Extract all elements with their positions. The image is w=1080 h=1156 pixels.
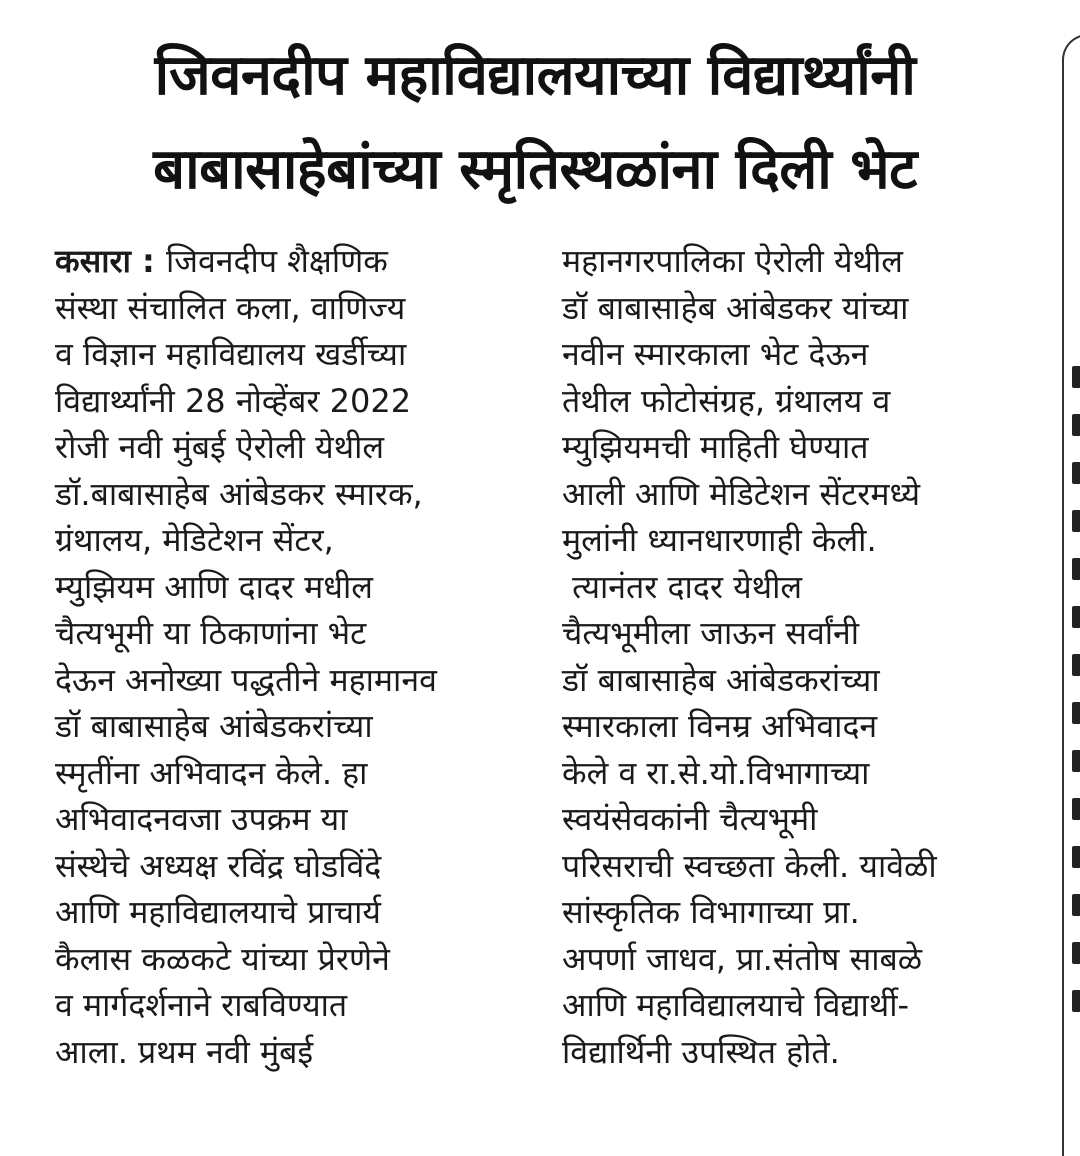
adjacent-article-text-fragment [1072,846,1080,868]
article-line: मुलांनी ध्यानधारणाही केली. [562,521,877,559]
adjacent-article-text-fragment [1072,510,1080,532]
adjacent-article-text-fragment [1072,942,1080,964]
article-line: व मार्गदर्शनाने राबविण्यात [55,986,348,1024]
article-line: स्वयंसेवकांनी चैत्यभूमी [562,800,818,838]
adjacent-article-border [1062,34,1080,1156]
article-line: केले व रा.से.यो.विभागाच्या [562,753,870,792]
headline-line-2: बाबासाहेबांच्या स्मृतिस्थळांना दिली भेट [153,137,917,202]
adjacent-article-text-fragment [1072,654,1080,676]
adjacent-article-text-fragment [1072,798,1080,820]
adjacent-article-text-fragment [1072,990,1080,1012]
article-first-line: जिवनदीप शैक्षणिक [165,242,388,280]
headline-line-1: जिवनदीप महाविद्यालयाच्या विद्यार्थ्यांनी [154,43,916,108]
article-line: कैलास कळकटे यांच्या प्रेरणेने [55,939,390,978]
article-line: विद्यार्थिनी उपस्थित होते. [562,1032,840,1071]
article-line: डॉ बाबासाहेब आंबेडकरांच्या [55,707,373,745]
article-line: चैत्यभूमीला जाऊन सर्वांनी [562,614,860,652]
article-column-right [562,238,1032,1075]
article-line: चैत्यभूमी या ठिकाणांना भेट [55,614,367,652]
article-line: आणि महाविद्यालयाचे प्राचार्य [55,893,381,931]
article-line: ग्रंथालय, मेडिटेशन सेंटर, [55,521,334,559]
adjacent-article-text-fragment [1072,414,1080,436]
adjacent-article-text-fragment [1072,894,1080,916]
article-line: डॉ बाबासाहेब आंबेडकरांच्या [562,660,880,699]
adjacent-article-text-fragment [1072,462,1080,484]
article-line: सांस्कृतिक विभागाच्या प्रा. [562,893,860,931]
article-line: संस्था संचालित कला, वाणिज्य [55,288,406,327]
adjacent-article-text-fragment [1072,606,1080,628]
article-line: महानगरपालिका ऐरोली येथील [562,242,903,280]
article-line [55,238,525,285]
adjacent-article-text-fragment [1072,366,1080,388]
adjacent-article-text-fragment [1072,750,1080,772]
article-column-left [55,238,525,1075]
article-line: आणि महाविद्यालयाचे विद्यार्थी- [562,986,910,1024]
article-line: अपर्णा जाधव, प्रा.संतोष साबळे [562,939,923,978]
article-line: देऊन अनोख्या पद्धतीने महामानव [55,660,437,699]
article-line: डॉ.बाबासाहेब आंबेडकर स्मारक, [55,474,423,513]
article-line: रोजी नवी मुंबई ऐरोली येथील [55,428,385,466]
article-line: डॉ बाबासाहेब आंबेडकर यांच्या [562,288,909,327]
article-line: स्मारकाला विनम्र अभिवादन [562,707,878,745]
dateline: कसारा [55,242,131,280]
adjacent-article-text-fragment [1072,702,1080,724]
article-line: म्युझियमची माहिती घेण्यात [562,428,869,466]
article-line: विद्यार्थ्यांनी 28 नोव्हेंबर 2022 [55,381,412,420]
article-line: नवीन स्मारकाला भेट देऊन [562,335,869,373]
article-line: अभिवादनवजा उपक्रम या [55,800,348,838]
article-line: संस्थेचे अध्यक्ष रविंद्र घोडविंदे [55,846,382,885]
article-line: व विज्ञान महाविद्यालय खर्डीच्या [55,335,407,373]
article-line: तेथील फोटोसंग्रह, ग्रंथालय व [562,381,891,420]
article-line: स्मृतींना अभिवादन केले. हा [55,753,368,792]
article-line: म्युझियम आणि दादर मधील [55,567,373,606]
article-line: परिसराची स्वच्छता केली. यावेळी [562,846,937,885]
dateline-separator: : [130,242,166,280]
adjacent-article-text-fragment [1072,558,1080,580]
article-line: आला. प्रथम नवी मुंबई [55,1032,314,1071]
article-line: आली आणि मेडिटेशन सेंटरमध्ये [562,474,921,513]
article-line: त्यानंतर दादर येथील [562,567,803,606]
